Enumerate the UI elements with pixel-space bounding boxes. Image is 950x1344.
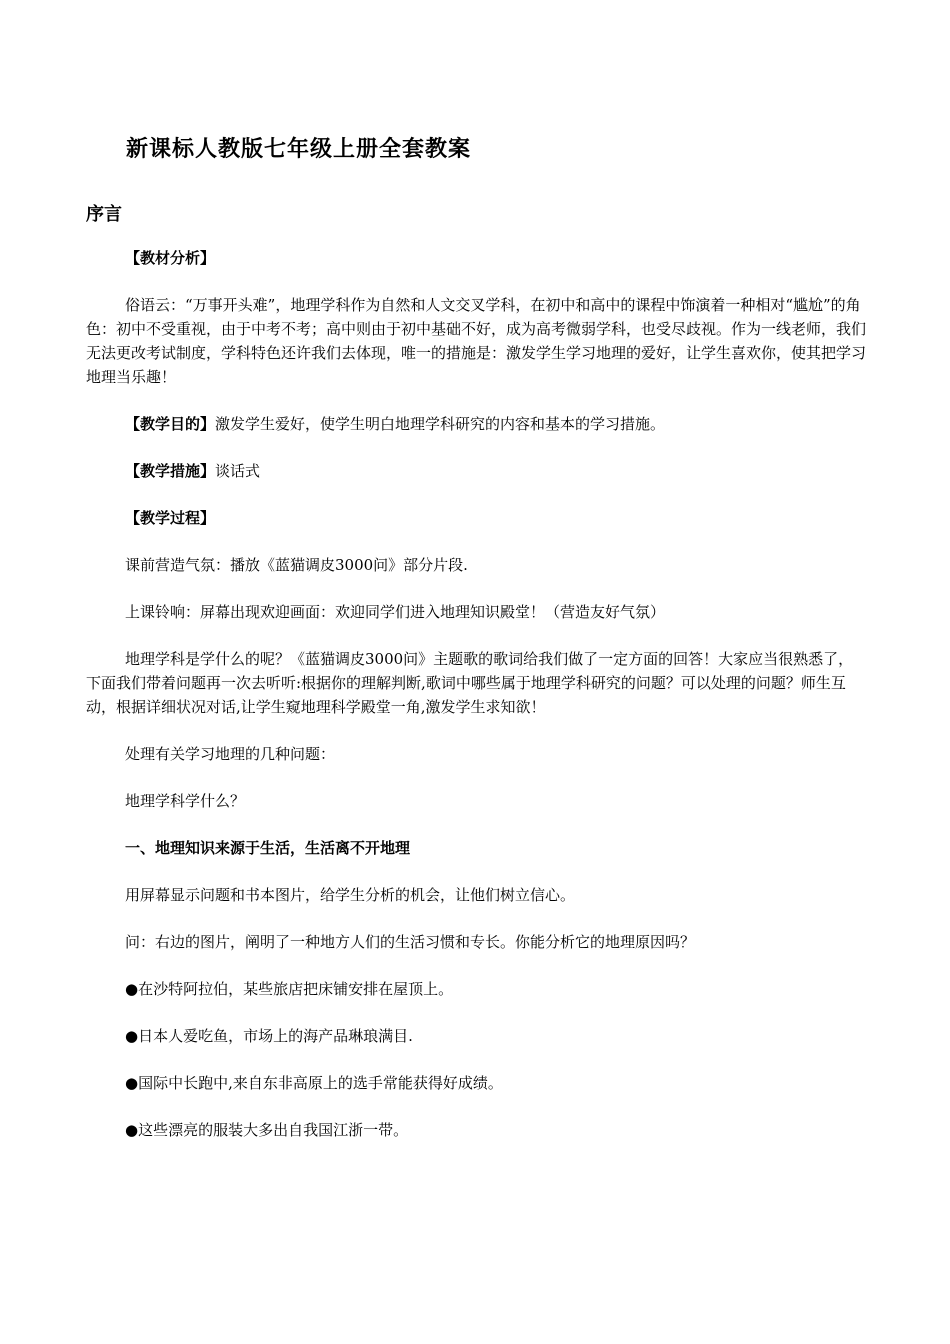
subsection-heading-text: 一、地理知识来源于生活，生活离不开地理 <box>125 839 411 857</box>
paragraph-question: 地理学科学什么？ <box>125 792 246 810</box>
subsection-heading <box>86 836 866 860</box>
list-item-text: 这些漂亮的服装大多出自我国江浙一带。 <box>138 1121 409 1139</box>
paragraph-what-is-geography: 地理学科是学什么的呢？《蓝猫调皮3000问》主题歌的歌词给我们做了一定方面的回答！大家应当很熟悉了，下面我们带着问题再一次去听听:根据你的理解判断,歌词中哪些属于地理学科研究的问题？可以处理的问题？师生互动，根据详细状况对话,让学生窥地理科学殿堂一角,激发学生求知欲！ <box>86 650 854 716</box>
paragraph-problems-intro: 处理有关学习地理的几种问题： <box>125 745 336 763</box>
teaching-method-text: 谈话式 <box>215 462 261 480</box>
document-title: 新课标人教版七年级上册全套教案 <box>126 136 472 162</box>
list-item <box>86 1024 866 1048</box>
material-analysis-heading <box>86 246 866 270</box>
list-item <box>86 1071 866 1095</box>
teaching-goal-paragraph <box>86 412 866 436</box>
teaching-goal-label: 【教学目的】 <box>125 415 216 433</box>
teaching-method-paragraph <box>86 459 866 483</box>
bullet-icon: ● <box>125 1121 139 1139</box>
list-item <box>86 977 866 1001</box>
teaching-goal-text: 激发学生爱好，使学生明白地理学科研究的内容和基本的学习措施。 <box>215 415 666 433</box>
bullet-icon: ● <box>125 1074 139 1092</box>
section-heading: 序言 <box>86 204 122 225</box>
list-item-text: 国际中长跑中,来自东非高原上的选手常能获得好成绩。 <box>138 1074 503 1092</box>
list-item-text: 在沙特阿拉伯，某些旅店把床铺安排在屋顶上。 <box>138 980 454 998</box>
document-body <box>86 246 866 1165</box>
paragraph-bell: 上课铃响：屏幕出现欢迎画面：欢迎同学们进入地理知识殿堂！（营造友好气氛） <box>125 603 666 621</box>
bullet-icon: ● <box>125 1027 139 1045</box>
paragraph-pre-class: 课前营造气氛：播放《蓝猫调皮3000问》部分片段. <box>125 556 468 574</box>
teaching-method-label: 【教学措施】 <box>125 462 216 480</box>
material-analysis-label: 【教材分析】 <box>125 249 216 267</box>
paragraph-screen-display: 用屏幕显示问题和书本图片，给学生分析的机会，让他们树立信心。 <box>125 886 576 904</box>
teaching-process-heading <box>86 506 866 530</box>
list-item <box>86 1118 866 1142</box>
material-analysis-text: 俗语云：“万事开头难”，地理学科作为自然和人文交叉学科，在初中和高中的课程中饰演着一种相对“尴尬”的角色：初中不受重视，由于中考不考；高中则由于初中基础不好，成为高考微弱学科，也受尽歧视。作为一线老师，我们无法更改考试制度，学科特色还许我们去体现，唯一的措施是：激发学生学习地理的爱好，让学生喜欢你，使其把学习地理当乐趣！ <box>86 296 867 386</box>
list-item-text: 日本人爱吃鱼，市场上的海产品琳琅满目. <box>138 1027 413 1045</box>
paragraph-picture-question: 问：右边的图片，阐明了一种地方人们的生活习惯和专长。你能分析它的地理原因吗？ <box>125 933 696 951</box>
bullet-icon: ● <box>125 980 139 998</box>
teaching-process-label: 【教学过程】 <box>125 509 216 527</box>
